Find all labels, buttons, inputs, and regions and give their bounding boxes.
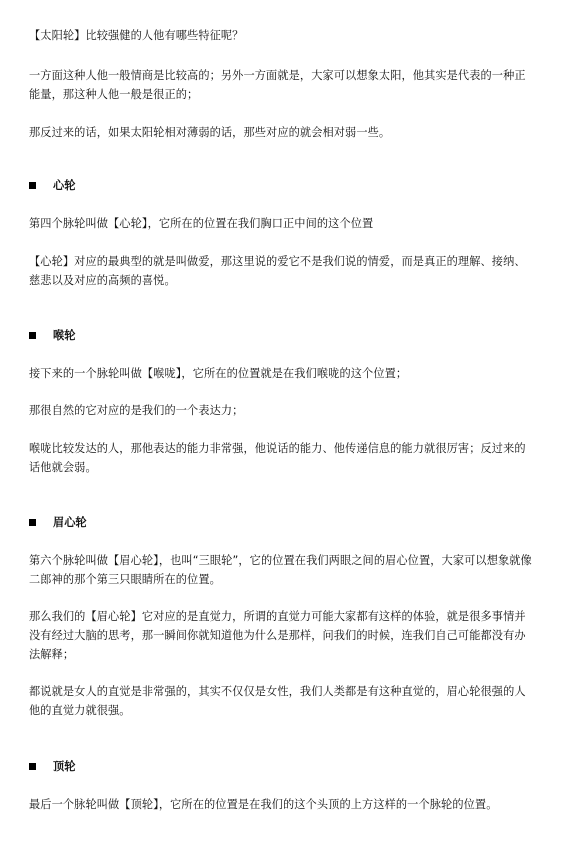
paragraph-solar-plexus-question: 【太阳轮】比较强健的人他有哪些特征呢？ — [29, 29, 244, 42]
section-heading-text: 顶轮 — [53, 760, 76, 773]
section-heading-crown-chakra — [29, 757, 75, 776]
paragraph-throat-strength: 喉咙比较发达的人，那他表达的能力非常强，他说话的能力、他传递信息的能力就很厉害；反过来的话他就会弱。 — [29, 442, 526, 474]
paragraph-crown-location: 最后一个脉轮叫做【顶轮】，它所在的位置是在我们的这个头顶的上方这样的一个脉轮的位置。 — [29, 798, 498, 811]
paragraph-third-eye-women: 都说就是女人的直觉是非常强的，其实不仅仅是女性，我们人类都是有这种直觉的，眉心轮很强的人他的直觉力就很强。 — [29, 685, 526, 717]
paragraph-third-eye-intuition: 那么我们的【眉心轮】它对应的是直觉力，所谓的直觉力可能大家都有这样的体验，就是很多事情并没有经过大脑的思考，那一瞬间你就知道他为什么是那样，问我们的时候，连我们自己可能都没有办法解释； — [29, 610, 526, 661]
paragraph-heart-meaning: 【心轮】对应的最典型的就是叫做爱，那这里说的爱它不是我们说的情爱，而是真正的理解、接纳、慈悲以及对应的高频的喜悦。 — [29, 255, 526, 287]
paragraph-heart-location: 第四个脉轮叫做【心轮】，它所在的位置在我们胸口正中间的这个位置 — [29, 217, 374, 230]
section-heading-text: 心轮 — [53, 179, 76, 192]
paragraph-solar-plexus-traits: 一方面这种人他一般情商是比较高的；另外一方面就是，大家可以想象太阳，他其实是代表的一种正能量，那这种人他一般是很正的； — [29, 69, 526, 101]
square-bullet-icon — [29, 332, 36, 339]
section-heading-heart-chakra — [29, 176, 75, 195]
section-heading-third-eye-chakra — [29, 513, 87, 532]
section-heading-text: 喉轮 — [53, 329, 76, 342]
paragraph-throat-expression: 那很自然的它对应的是我们的一个表达力； — [29, 404, 244, 417]
square-bullet-icon — [29, 519, 36, 526]
paragraph-throat-location: 接下来的一个脉轮叫做【喉咙】，它所在的位置就是在我们喉咙的这个位置； — [29, 367, 408, 380]
section-heading-text: 眉心轮 — [53, 516, 87, 529]
section-heading-throat-chakra — [29, 326, 75, 345]
square-bullet-icon — [29, 182, 36, 189]
paragraph-solar-plexus-weak: 那反过来的话，如果太阳轮相对薄弱的话，那些对应的就会相对弱一些。 — [29, 126, 391, 139]
paragraph-third-eye-location: 第六个脉轮叫做【眉心轮】，也叫“三眼轮”，它的位置在我们两眼之间的眉心位置，大家可以想象就像二郎神的那个第三只眼睛所在的位置。 — [29, 554, 532, 586]
square-bullet-icon — [29, 763, 36, 770]
